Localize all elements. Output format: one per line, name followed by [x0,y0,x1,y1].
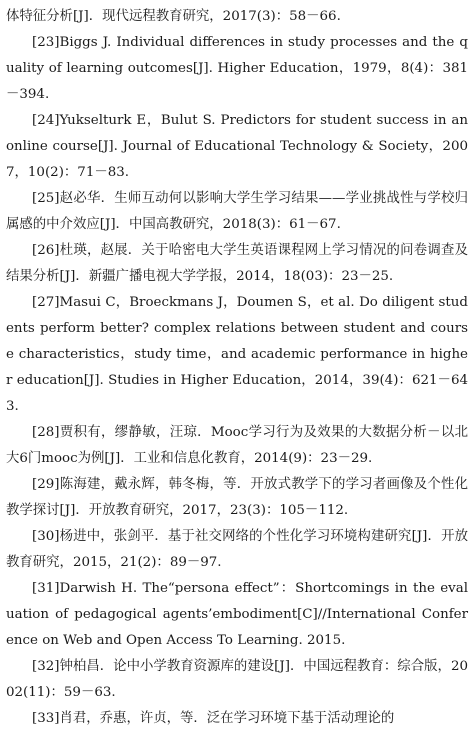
reference-item: [32]钟柏昌．论中小学教育资源库的建设[J]．中国远程教育：综合版，2002(11)：59－63. [6,659,468,700]
reference-item: [24]Yukselturk E，Bulut S. Predictors for student success in an online course[J]. Journal of Educational Technology & Society，2007，10(2)：71－83. [6,113,468,180]
reference-item: [23]Biggs J. Individual differences in study processes and the quality of learning outcomes[J]. Higher Education，1979，8(4)：381－394. [6,35,468,102]
reference-item: [29]陈海建，戴永辉，韩冬梅，等．开放式教学下的学习者画像及个性化教学探讨[J]．开放教育研究，2017，23(3)：105－112. [6,477,468,518]
reference-item: [28]贾积有，缪静敏，汪琼．Mooc学习行为及效果的大数据分析－以北大6门mooc为例[J]．工业和信息化教育，2014(9)：23－29. [6,425,468,466]
reference-item: [27]Masui C，Broeckmans J，Doumen S，et al. Do diligent students perform better? complex relations between student and course characteristics，study time，and academic performance in higher education[J]. Studies in Higher Education，2014，39(4)：621－643. [6,295,468,414]
reference-item: [33]肖君，乔惠，许贞，等．泛在学习环境下基于活动理论的 [32,711,395,726]
reference-item: [26]杜瑛，赵展．关于哈密电大学生英语课程网上学习情况的问卷调查及结果分析[J]．新疆广播电视大学学报，2014，18(03)：23－25. [6,243,468,284]
reference-item: [25]赵必华．生师互动何以影响大学生学习结果——学业挑战性与学校归属感的中介效应[J]．中国高教研究，2018(3)：61－67. [6,191,468,232]
reference-item: [30]杨进中，张剑平．基于社交网络的个性化学习环境构建研究[J]．开放教育研究，2015，21(2)：89－97. [6,529,468,570]
reference-item: 体特征分析[J]．现代远程教育研究，2017(3)：58－66. [6,9,341,24]
reference-item: [31]Darwish H. The“persona effect”：Shortcomings in the evaluation of pedagogical agents’embodiment[C]//International Conference on Web and Open Access To Learning. 2015. [6,581,468,648]
reference-list [6,4,468,732]
